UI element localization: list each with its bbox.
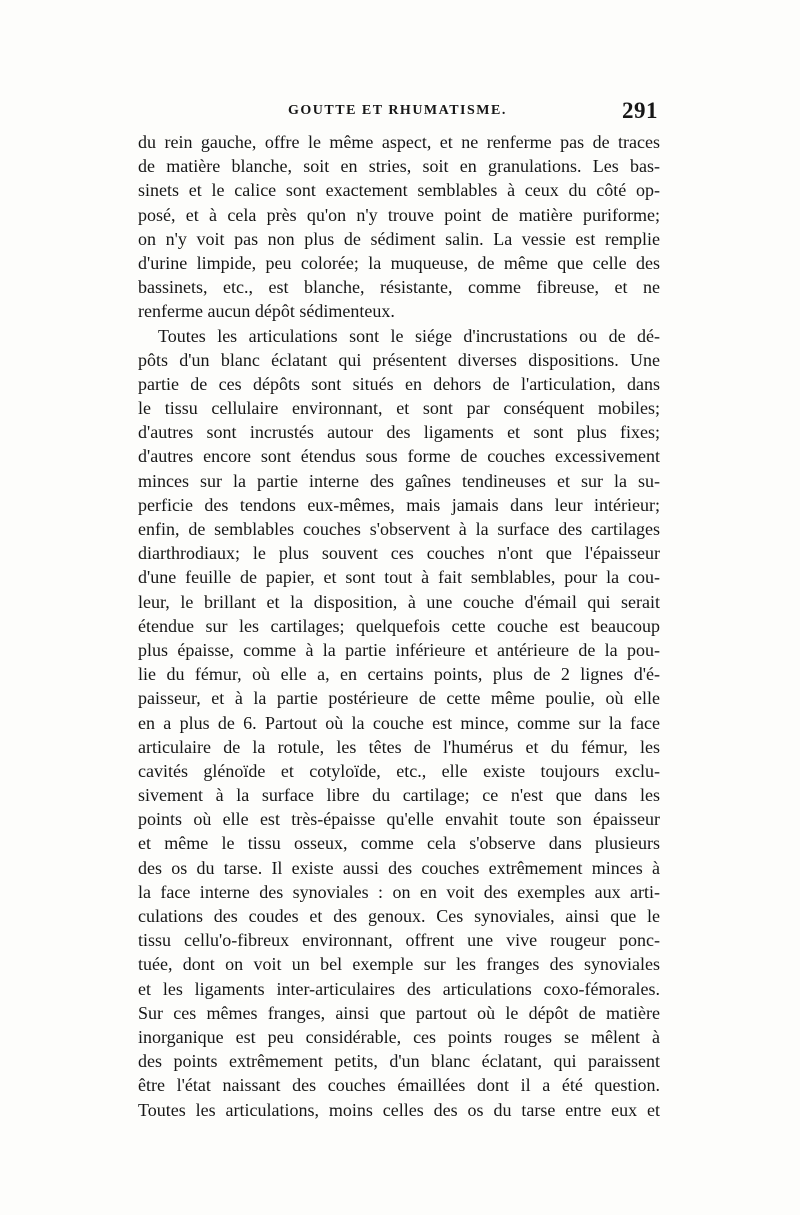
text-line: paisseur, et à la partie postérieure de cette même poulie, où elle — [138, 688, 660, 709]
text-line: diarthrodiaux; le plus souvent ces couches n'ont que l'épaisseur — [138, 543, 660, 564]
text-line: lie du fémur, où elle a, en certains points, plus de 2 lignes d'é- — [138, 664, 660, 685]
running-title: GOUTTE ET RHUMATISME. — [288, 103, 507, 118]
body-text — [138, 130, 660, 1122]
text-line: on n'y voit pas non plus de sédiment salin. La vessie est remplie — [138, 228, 660, 249]
text-line: bassinets, etc., est blanche, résistante, comme fibreuse, et ne — [138, 277, 660, 298]
text-line: tuée, dont on voit un bel exemple sur les franges des synoviales — [138, 954, 660, 975]
text-line: pôts d'un blanc éclatant qui présentent diverses dispositions. Une — [138, 349, 660, 370]
text-line: inorganique est peu considérable, ces points rouges se mêlent à — [138, 1026, 660, 1047]
text-line: d'une feuille de papier, et sont tout à fait semblables, pour la cou- — [138, 567, 660, 588]
text-line: étendue sur les cartilages; quelquefois cette couche est beaucoup — [138, 615, 660, 636]
text-line: renferme aucun dépôt sédimenteux. — [138, 301, 395, 322]
text-line: en a plus de 6. Partout où la couche est mince, comme sur la face — [138, 712, 660, 733]
text-line: d'autres sont incrustés autour des ligaments et sont plus fixes; — [138, 422, 660, 443]
text-line: le tissu cellulaire environnant, et sont par conséquent mobiles; — [138, 398, 660, 419]
text-line: minces sur la partie interne des gaînes tendineuses et sur la su- — [138, 470, 660, 491]
text-line: sivement à la surface libre du cartilage; ce n'est que dans les — [138, 785, 660, 806]
page-number: 291 — [622, 98, 658, 123]
text-line: leur, le brillant et la disposition, à une couche d'émail qui serait — [138, 591, 660, 612]
text-line: et même le tissu osseux, comme cela s'observe dans plusieurs — [138, 833, 660, 854]
text-line: des os du tarse. Il existe aussi des couches extrêmement minces à — [138, 857, 660, 878]
text-line: enfin, de semblables couches s'observent à la surface des cartilages — [138, 519, 660, 539]
text-line: posé, et à cela près qu'on n'y trouve point de matière puriforme; — [138, 204, 660, 225]
text-line: plus épaisse, comme à la partie inférieure et antérieure de la pou- — [138, 639, 660, 660]
text-line: culations des coudes et des genoux. Ces synoviales, ainsi que le — [138, 906, 660, 926]
text-line: Toutes les articulations sont le siége d'incrustations ou de dé- — [158, 325, 660, 346]
text-line: d'urine limpide, peu colorée; la muqueuse, de même que celle des — [138, 252, 660, 273]
page-header — [138, 98, 658, 128]
text-line: cavités glénoïde et cotyloïde, etc., elle existe toujours exclu- — [138, 760, 660, 781]
text-line: du rein gauche, offre le même aspect, et ne renferme pas de traces — [138, 132, 660, 152]
text-line: et les ligaments inter-articulaires des articulations coxo-fémorales. — [138, 978, 660, 999]
text-line: Toutes les articulations, moins celles des os du tarse entre eux et — [138, 1099, 660, 1120]
text-line: de matière blanche, soit en stries, soit en granulations. Les bas- — [138, 156, 660, 177]
text-line: des points extrêmement petits, d'un blanc éclatant, qui paraissent — [138, 1051, 660, 1072]
text-line: sinets et le calice sont exactement semblables à ceux du côté op- — [138, 180, 660, 201]
text-line: partie de ces dépôts sont situés en dehors de l'articulation, dans — [138, 373, 660, 394]
text-line: articulaire de la rotule, les têtes de l'humérus et du fémur, les — [138, 736, 660, 757]
text-line: être l'état naissant des couches émaillées dont il a été question. — [138, 1075, 660, 1096]
text-line: points où elle est très-épaisse qu'elle envahit toute son épaisseur — [138, 809, 660, 830]
text-line: Sur ces mêmes franges, ainsi que partout où le dépôt de matière — [138, 1002, 660, 1023]
text-line: d'autres encore sont étendus sous forme de couches excessivement — [138, 446, 660, 467]
text-line: tissu cellu'o-fibreux environnant, offrent une vive rougeur ponc- — [138, 930, 660, 951]
text-line: perficie des tendons eux-mêmes, mais jamais dans leur intérieur; — [138, 494, 660, 515]
text-line: la face interne des synoviales : on en voit des exemples aux arti- — [138, 881, 660, 902]
